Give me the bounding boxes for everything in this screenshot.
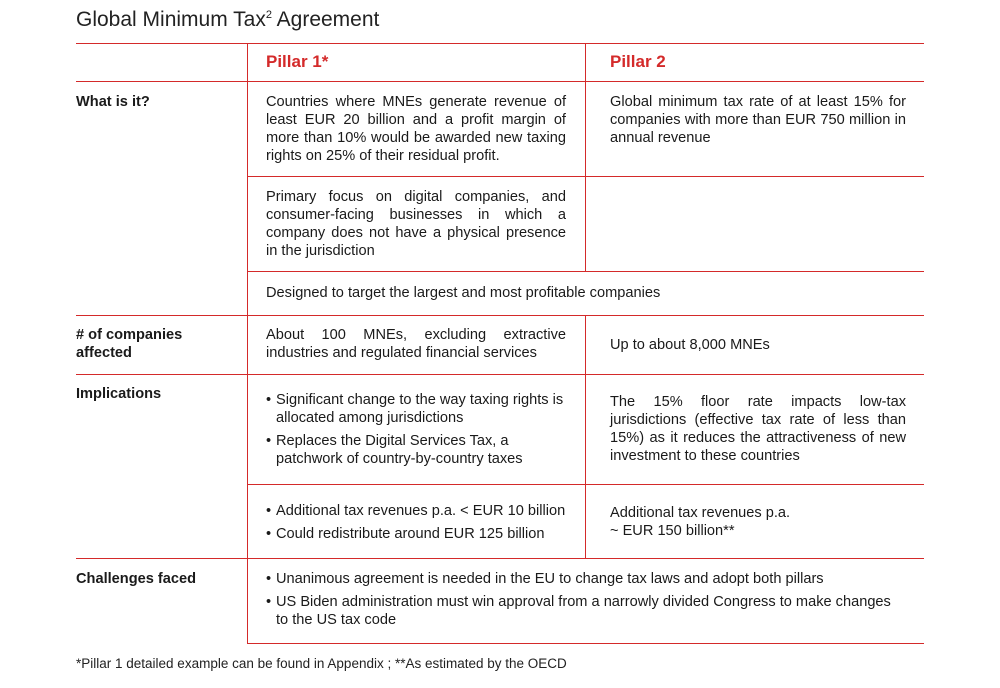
row-label-what: What is it? <box>76 94 150 110</box>
implications-pillar1-revenue-bullets <box>266 502 576 548</box>
list-item: • Replaces the Digital Services Tax, a patchwork of country-by-country taxes <box>266 432 566 468</box>
implications-pillar1-bullets <box>266 391 566 473</box>
rule-top <box>76 43 924 44</box>
list-item: • US Biden administration must win approval from a narrowly divided Congress to make changes to the US tax code <box>266 593 906 629</box>
list-item: • Unanimous agreement is needed in the EU to change tax laws and adopt both pillars <box>266 570 906 588</box>
rule-col-mid-a <box>585 43 586 271</box>
rule-what-b <box>247 271 924 272</box>
revenue-line-1: Additional tax revenues p.a. <box>610 505 791 521</box>
rule-col-left <box>247 43 248 643</box>
title-superscript: 2 <box>265 9 272 21</box>
footnote: *Pillar 1 detailed example can be found in Appendix ; **As estimated by the OECD <box>76 656 567 671</box>
rule-implications-end <box>76 558 924 559</box>
rule-companies-end <box>76 374 924 375</box>
rule-header-bottom <box>76 81 924 82</box>
list-item: • Significant change to the way taxing rights is allocated among jurisdictions <box>266 391 566 427</box>
challenges-bullets <box>266 570 906 634</box>
row-label-companies: # of companies affected <box>76 327 183 361</box>
what-shared-text: Designed to target the largest and most profitable companies <box>266 285 661 301</box>
row-label-challenges: Challenges faced <box>76 571 197 587</box>
revenue-line-2: ~ EUR 150 billion** <box>610 523 735 539</box>
what-pillar1-text: Countries where MNEs generate revenue of least EUR 20 billion and a profit margin of more than 10% would be awarded new taxing rights on 25% of their residual profit. <box>266 94 566 164</box>
rule-col-mid-b <box>585 315 586 558</box>
implications-pillar2-revenue <box>610 504 790 540</box>
implications-pillar2-text: The 15% floor rate impacts low-tax jurisdictions (effective tax rate of less than 15%) as it reduces the attractiveness of new investment to these countries <box>610 394 906 464</box>
what-pillar2-text: Global minimum tax rate of at least 15% for companies with more than EUR 750 million in annual revenue <box>610 94 906 146</box>
rule-bottom <box>247 643 924 644</box>
list-item: • Could redistribute around EUR 125 billion <box>266 525 576 543</box>
companies-pillar1-text: About 100 MNEs, excluding extractive industries and regulated financial services <box>266 327 566 361</box>
companies-pillar2-text: Up to about 8,000 MNEs <box>610 337 770 353</box>
page-title: Global Minimum Tax$^2$ Agreement <box>76 8 380 31</box>
list-item: • Additional tax revenues p.a. < EUR 10 billion <box>266 502 576 520</box>
rule-what-end <box>76 315 924 316</box>
row-label-implications: Implications <box>76 386 162 402</box>
header-pillar-1: Pillar 1* <box>266 52 329 71</box>
header-pillar-2: Pillar 2 <box>610 52 666 71</box>
what-pillar1-focus: Primary focus on digital companies, and consumer-facing businesses in which a company does not have a physical presence in the jurisdiction <box>266 189 566 259</box>
